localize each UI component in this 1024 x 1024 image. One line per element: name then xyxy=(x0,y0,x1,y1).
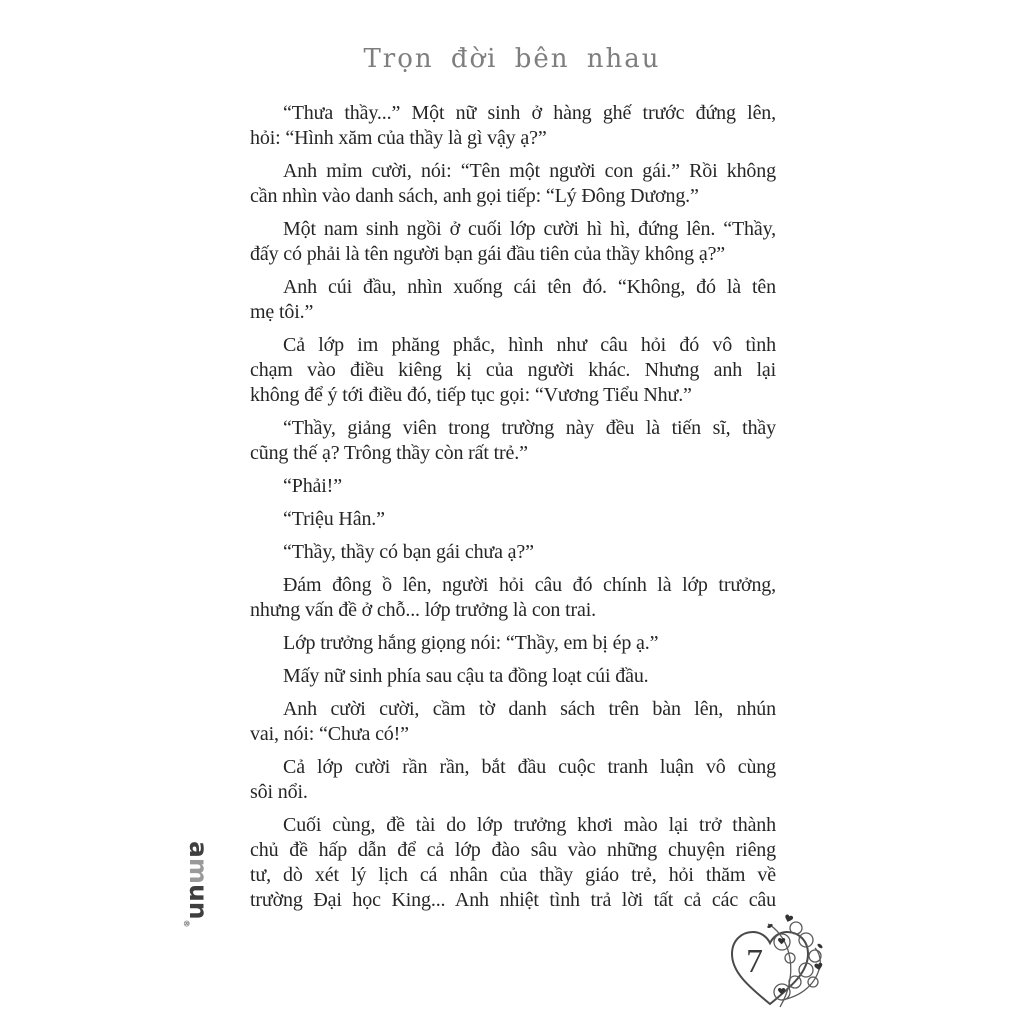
text-line: Mấy nữ sinh phía sau cậu ta đồng loạt cúi đầu. xyxy=(283,665,649,687)
text-line: Anh mỉm cười, nói: “Tên một người con gái.” Rồi không xyxy=(283,160,776,182)
amun-logo-text xyxy=(181,841,215,928)
paragraph xyxy=(250,159,776,209)
paragraph xyxy=(250,755,776,805)
logo-letters-un: un xyxy=(184,883,213,920)
logo-letter-m: m xyxy=(184,857,213,884)
text-line: chủ đề hấp dẫn để cả lớp đào sâu vào những chuyện riêng xyxy=(250,839,776,861)
paragraph xyxy=(250,540,776,565)
text-line: mẹ tôi.” xyxy=(250,301,314,323)
text-line: Cả lớp im phăng phắc, hình như câu hỏi đó vô tình xyxy=(283,334,776,356)
paragraph xyxy=(250,573,776,623)
text-line: “Thầy, thầy có bạn gái chưa ạ?” xyxy=(283,541,534,563)
text-line: tư, dò xét lý lịch cá nhân của thầy giáo trẻ, hỏi thăm về xyxy=(250,864,776,886)
publisher-logo xyxy=(181,841,215,928)
paragraph xyxy=(250,813,776,913)
text-line: Lớp trưởng hắng giọng nói: “Thầy, em bị ép ạ.” xyxy=(283,632,659,654)
text-block xyxy=(250,101,776,921)
paragraph xyxy=(250,697,776,747)
running-header: Trọn đời bên nhau xyxy=(363,44,661,74)
text-line: cần nhìn vào danh sách, anh gọi tiếp: “Lý Đông Dương.” xyxy=(250,185,699,207)
text-line: chạm vào điều kiêng kị của người khác. Nhưng anh lại xyxy=(250,359,776,381)
text-line: Anh cúi đầu, nhìn xuống cái tên đó. “Không, đó là tên xyxy=(283,276,776,298)
paragraph xyxy=(250,474,776,499)
text-line: Một nam sinh ngồi ở cuối lớp cười hì hì, đứng lên. “Thầy, xyxy=(283,218,776,240)
paragraph xyxy=(250,664,776,689)
text-line: sôi nổi. xyxy=(250,781,308,803)
text-line: “Thưa thầy...” Một nữ sinh ở hàng ghế trước đứng lên, xyxy=(283,102,776,124)
paragraph xyxy=(250,333,776,408)
text-line: Cuối cùng, đề tài do lớp trưởng khơi mào lại trở thành xyxy=(283,814,776,836)
text-line: không để ý tới điều đó, tiếp tục gọi: “Vương Tiểu Như.” xyxy=(250,384,692,406)
registered-mark-icon: ® xyxy=(182,919,191,928)
text-line: nhưng vấn đề ở chỗ... lớp trưởng là con trai. xyxy=(250,599,597,621)
text-line: Anh cười cười, cầm tờ danh sách trên bàn lên, nhún xyxy=(283,698,776,720)
logo-letter-a: a xyxy=(184,841,213,858)
paragraph xyxy=(250,275,776,325)
text-line: “Triệu Hân.” xyxy=(283,508,385,530)
text-line: trường Đại học King... Anh nhiệt tình trả lời tất cả các câu xyxy=(250,889,776,911)
text-line: hỏi: “Hình xăm của thầy là gì vậy ạ?” xyxy=(250,127,547,149)
page-number-heart xyxy=(718,912,828,1012)
paragraph xyxy=(250,416,776,466)
heart-icon xyxy=(732,932,808,1004)
paragraph xyxy=(250,101,776,151)
page-number: 7 xyxy=(746,943,763,980)
text-line: Cả lớp cười rần rần, bắt đầu cuộc tranh luận vô cùng xyxy=(283,756,776,778)
text-line: cũng thế ạ? Trông thầy còn rất trẻ.” xyxy=(250,442,528,464)
paragraph xyxy=(250,507,776,532)
text-line: Đám đông ồ lên, người hỏi câu đó chính là lớp trưởng, xyxy=(283,574,776,596)
text-line: “Thầy, giảng viên trong trường này đều là tiến sĩ, thầy xyxy=(283,417,776,439)
text-line: vai, nói: “Chưa có!” xyxy=(250,723,409,745)
paragraph xyxy=(250,631,776,656)
text-line: đấy có phải là tên người bạn gái đầu tiên của thầy không ạ?” xyxy=(250,243,726,265)
text-line: “Phải!” xyxy=(283,475,342,497)
paragraph xyxy=(250,217,776,267)
